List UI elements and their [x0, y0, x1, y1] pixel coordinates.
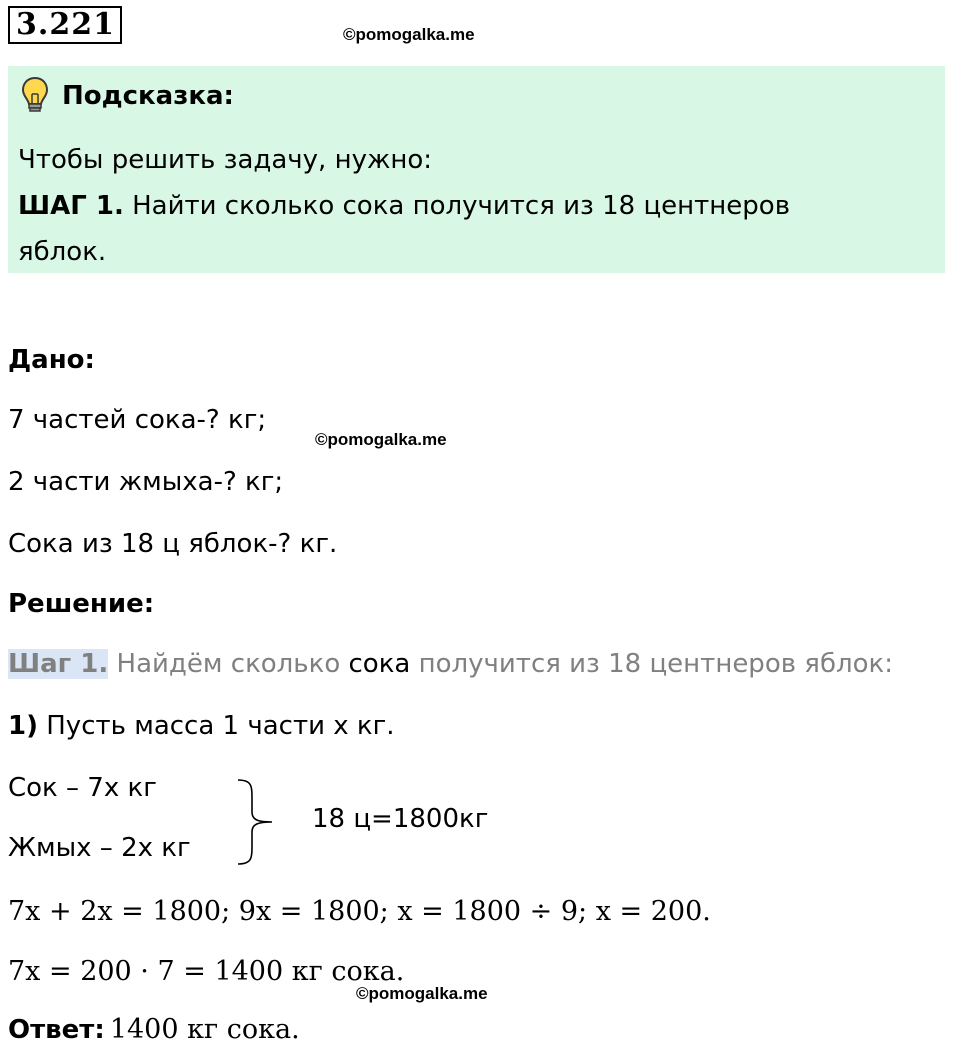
hint-title: Подсказка: — [62, 81, 234, 111]
answer-line — [8, 1014, 300, 1046]
solution-step-text: Найдём сколько — [116, 649, 341, 679]
cake-line: Жмых – 2x кг — [8, 833, 191, 863]
solution-item-text: Пусть масса 1 части x кг. — [46, 711, 395, 741]
conversion-text: 18 ц=1800кг — [312, 804, 489, 834]
problem-number: 3.221 — [8, 6, 122, 44]
solution-step — [8, 648, 893, 680]
given-line: 7 частей сока-? кг; — [8, 405, 267, 435]
solution-item — [8, 710, 395, 742]
watermark-top: ©pomogalka.me — [343, 25, 475, 44]
answer-label: Ответ: — [8, 1015, 105, 1045]
answer-text: 1400 кг сока. — [109, 1014, 300, 1045]
juice-line: Сок – 7x кг — [8, 773, 157, 803]
watermark-bottom: ©pomogalka.me — [356, 984, 488, 1003]
given-heading: Дано: — [8, 345, 95, 375]
given-line: Сока из 18 ц яблок-? кг. — [8, 529, 338, 559]
solution-item-label: 1) — [8, 711, 38, 741]
hint-step-text: Найти сколько сока получится из 18 центнеров — [132, 191, 791, 221]
calc-line: 7x = 200 · 7 = 1400 кг сока. — [8, 956, 405, 987]
hint-step-text-cont: яблок. — [18, 237, 107, 267]
solution-step-label: Шаг 1. — [8, 649, 109, 679]
equation-line: 7x + 2x = 1800; 9x = 1800; x = 1800 ÷ 9; x = 200. — [8, 896, 711, 927]
hint-step-label: ШАГ 1. — [18, 191, 124, 221]
hint-intro: Чтобы решить задачу, нужно: — [18, 145, 433, 175]
hint-step — [18, 190, 790, 222]
given-line: 2 части жмыха-? кг; — [8, 467, 284, 497]
watermark-middle: ©pomogalka.me — [315, 430, 447, 449]
solution-heading: Решение: — [8, 589, 155, 619]
solution-step-keyword: сока — [348, 649, 411, 679]
solution-step-text: получится из 18 центнеров яблок: — [418, 649, 893, 679]
lightbulb-icon — [20, 76, 50, 114]
curly-brace-icon — [232, 776, 282, 868]
